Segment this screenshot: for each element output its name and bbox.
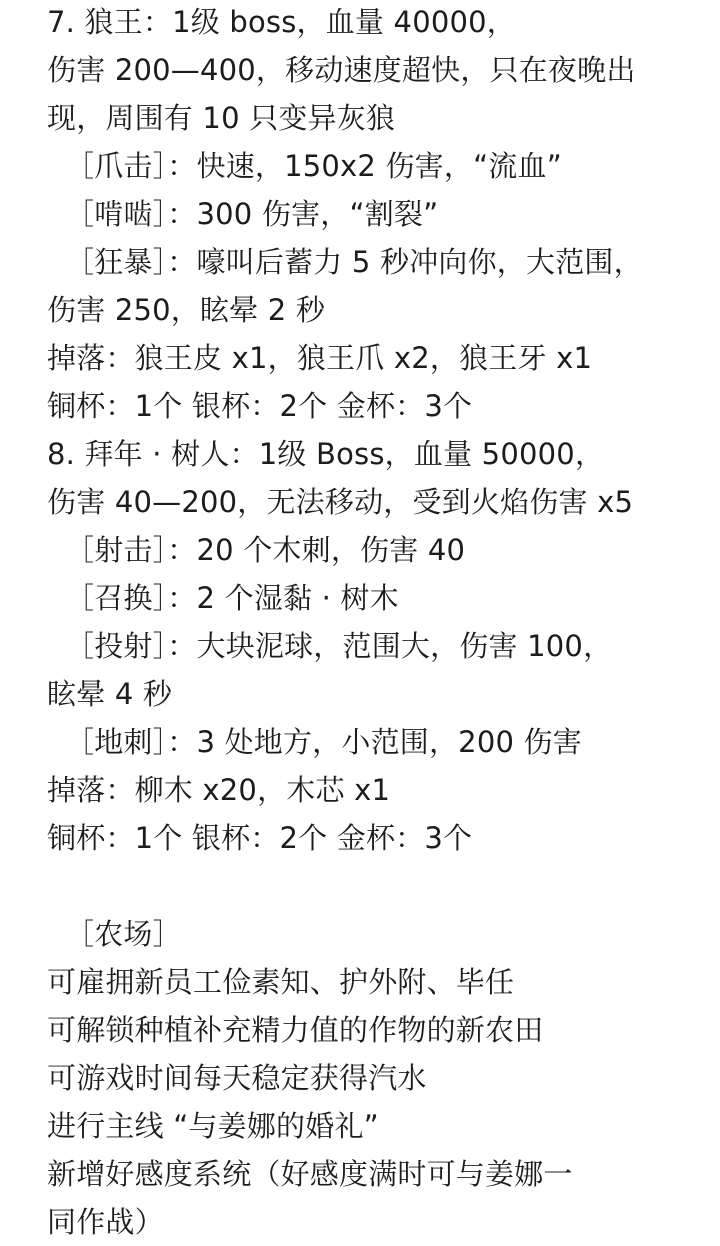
farm-item-affection-cont: 同作战） bbox=[47, 1205, 164, 1239]
boss-7-skill-rage: ［狂暴］：嚎叫后蓄力 5 秒冲向你，大范围， bbox=[65, 245, 643, 279]
boss-7-wolves-line: 现，周围有 10 只变异灰狼 bbox=[47, 101, 396, 135]
boss-8-title-line: 8. 拜年 · 树人：1级 Boss，血量 50000， bbox=[47, 437, 605, 471]
boss-8-skill-throw: ［投射］：大块泥球，范围大，伤害 100， bbox=[65, 629, 613, 663]
farm-item-main-quest: 进行主线 “与姜娜的婚礼” bbox=[47, 1109, 379, 1143]
boss-7-skill-bite: ［啃啮］：300 伤害，“割裂” bbox=[65, 197, 439, 231]
boss-7-drops: 掉落：狼王皮 x1，狼王爪 x2，狼王牙 x1 bbox=[47, 341, 593, 375]
boss-7-rage-cont: 伤害 250，眩晕 2 秒 bbox=[47, 293, 326, 327]
boss-8-drops: 掉落：柳木 x20，木芯 x1 bbox=[47, 773, 391, 807]
blank-line bbox=[47, 862, 684, 910]
farm-item-soda: 可游戏时间每天稳定获得汽水 bbox=[47, 1061, 427, 1095]
boss-8-skill-summon: ［召换］：2 个湿黏 · 树木 bbox=[65, 581, 399, 615]
farm-item-affection: 新增好感度系统（好感度满时可与姜娜一 bbox=[47, 1157, 573, 1191]
farm-item-unlock-field: 可解锁种植补充精力值的作物的新农田 bbox=[47, 1013, 544, 1047]
boss-8-damage-line: 伤害 40—200，无法移动，受到火焰伤害 x5 bbox=[47, 485, 634, 519]
boss-7-title-line: 7. 狼王：1级 boss，血量 40000， bbox=[47, 5, 516, 39]
boss-8-skill-shoot: ［射击］：20 个木刺，伤害 40 bbox=[65, 533, 466, 567]
boss-7-damage-line: 伤害 200—400，移动速度超快，只在夜晚出 bbox=[47, 53, 636, 87]
boss-8-throw-cont: 眩晕 4 秒 bbox=[47, 677, 173, 711]
boss-7-skill-claw: ［爪击］：快速，150x2 伤害，“流血” bbox=[65, 149, 562, 183]
boss-7-cups: 铜杯：1个 银杯：2个 金杯：3个 bbox=[47, 389, 473, 423]
farm-heading: ［农场］ bbox=[65, 917, 182, 951]
farm-item-hire: 可雇拥新员工俭素知、护外附、毕任 bbox=[47, 965, 515, 999]
boss-8-skill-spikes: ［地刺］：3 处地方，小范围，200 伤害 bbox=[65, 725, 582, 759]
boss-8-cups: 铜杯：1个 银杯：2个 金杯：3个 bbox=[47, 821, 473, 855]
